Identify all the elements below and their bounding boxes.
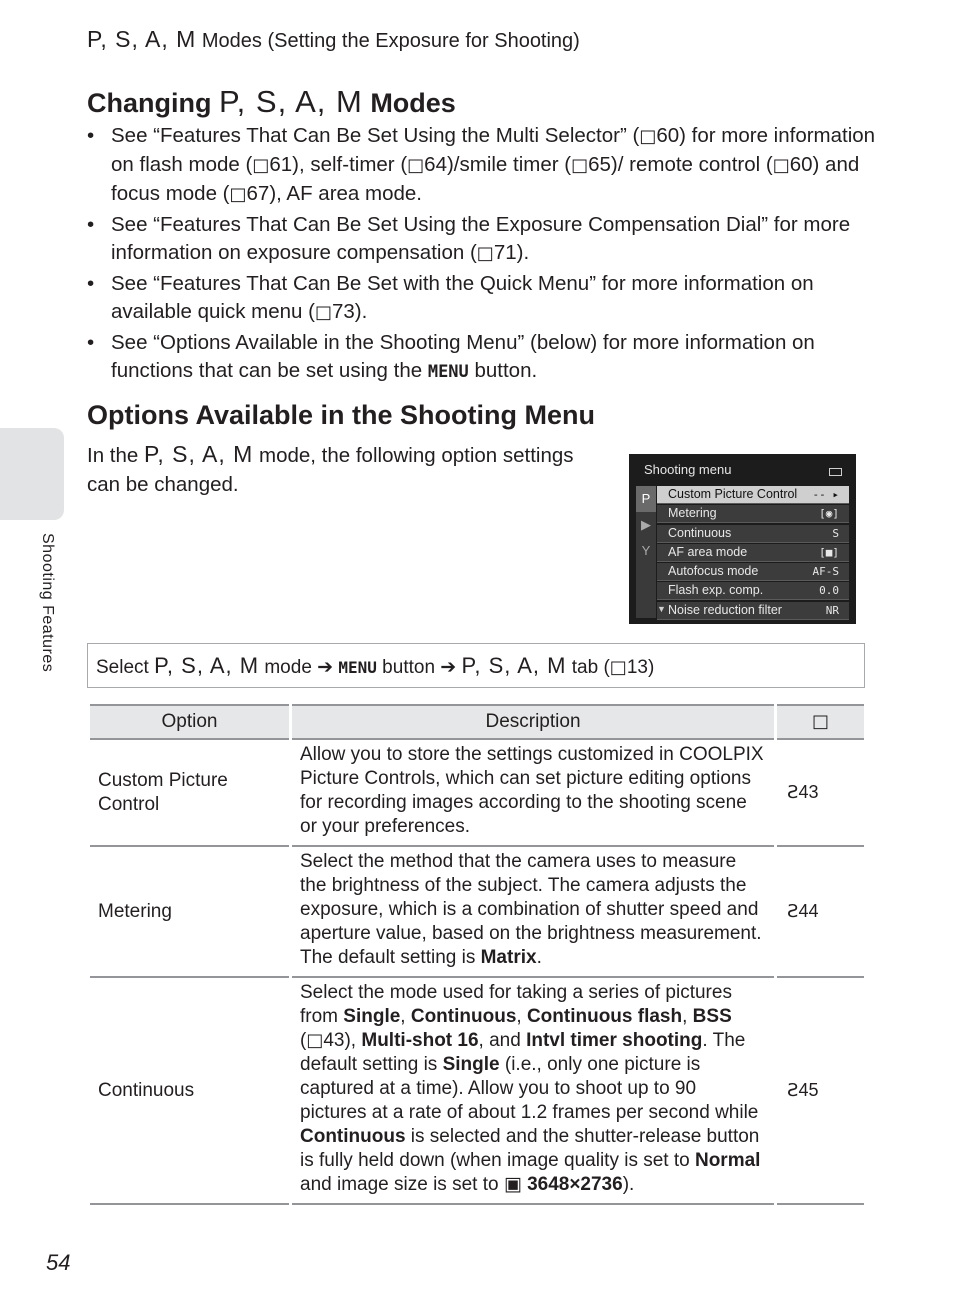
heading-changing-modes (87, 84, 456, 120)
camera-menu-tabs (636, 486, 656, 618)
camera-menu-item: Custom Picture Control -- ▸ (657, 486, 849, 504)
option-page-ref: Ƨ45 (776, 977, 866, 1204)
scroll-down-icon: ▼ (657, 604, 666, 614)
book-icon: □ (571, 155, 589, 176)
camera-menu-item: Autofocus mode AF-S (657, 563, 849, 581)
book-icon: □ (252, 155, 270, 176)
book-icon: □ (476, 243, 494, 264)
reference-section-icon: Ƨ (787, 1080, 799, 1101)
bullet-multi-selector: • See “Features That Can Be Set Using the Multi Selector” (□60) for more information on flash mode (□61), self-timer (□64)/smile timer (□65)/ remote control (□60) and focus mode (□67), AF area mode. (87, 122, 877, 209)
camera-menu-list (657, 486, 849, 621)
option-name: Custom Picture Control (89, 739, 291, 846)
book-icon: □ (306, 1030, 324, 1051)
book-icon: □ (811, 711, 829, 732)
header-page-ref (776, 705, 866, 739)
section-tab (0, 428, 64, 520)
option-page-ref: Ƨ44 (776, 846, 866, 977)
camera-menu-item: AF area mode [■] (657, 544, 849, 562)
table-row (89, 846, 866, 977)
camera-menu-item: Flash exp. comp. 0.0 (657, 582, 849, 600)
camera-menu-title: Shooting menu (644, 462, 732, 477)
menu-button-icon: MENU (338, 658, 377, 677)
camera-tab-shooting: P (636, 486, 656, 512)
option-name: Metering (89, 846, 291, 977)
option-description: Allow you to store the settings customized in COOLPIX Picture Controls, which can set picture editing options for recording images according to the shooting scene or your preferences. (291, 739, 776, 846)
menu-button-icon: MENU (427, 362, 469, 382)
bullet-quick-menu: • See “Features That Can Be Set with the Quick Menu” for more information on available quick menu (□73). (87, 270, 877, 327)
intro-modes: P, S, A, M (144, 441, 254, 467)
book-icon: □ (229, 184, 247, 205)
book-icon: □ (314, 302, 332, 323)
header-text: Modes (Setting the Exposure for Shooting) (196, 30, 580, 52)
intro-paragraph: In the P, S, A, M mode, the following option settings can be changed. (87, 441, 574, 496)
camera-menu-item: Metering [◉] (657, 505, 849, 523)
reference-section-icon: Ƨ (787, 782, 799, 803)
shooting-menu-options-table (87, 704, 867, 1205)
header-description: Description (291, 705, 776, 739)
option-description: Select the method that the camera uses to measure the brightness of the subject. The camera adjusts the exposure, which is a combination of shutter speed and aperture value, based on the brightness measurement. The default setting is Matrix. (291, 846, 776, 977)
book-icon: □ (772, 155, 790, 176)
running-header (87, 26, 580, 53)
page-number: 54 (46, 1250, 71, 1275)
camera-tab-setup: Y (641, 543, 651, 558)
camera-tab-playback: ▶ (641, 517, 651, 532)
heading-modes: P, S, A, M (218, 84, 363, 119)
book-icon: □ (407, 155, 425, 176)
section-tab-label: Shooting Features (39, 533, 56, 673)
table-header-row (89, 705, 866, 739)
battery-icon (829, 468, 842, 476)
heading-suffix: Modes (362, 88, 456, 118)
table-row (89, 977, 866, 1204)
menu-access-path: Select P, S, A, M mode ➔ MENU button ➔ P, S, A, M tab (□13) (87, 643, 865, 688)
image-size-icon: ▣ (503, 1174, 522, 1195)
header-modes: P, S, A, M (87, 26, 197, 52)
option-description: Select the mode used for taking a series of pictures from Single, Continuous, Continuous flash, BSS (□43), Multi-shot 16, and Intvl timer shooting. The default setting is Single (i.e., only one picture is captured at a time). Allow you to shoot up to 90 pictures at a rate of about 1.2 frames per second while Continuous is selected and the shutter-release button is fully held down (when image quality is set to Normal and image size is set to ▣ 3648×2736). (291, 977, 776, 1204)
bullet-shooting-menu: • See “Options Available in the Shooting Menu” (below) for more information on functions that can be set using the MENU button. (87, 329, 877, 386)
bullet-exposure-comp: • See “Features That Can Be Set Using the Exposure Compensation Dial” for more information on exposure compensation (□71). (87, 211, 877, 268)
option-name: Continuous (89, 977, 291, 1204)
option-page-ref: Ƨ43 (776, 739, 866, 846)
reference-section-icon: Ƨ (787, 901, 799, 922)
camera-menu-item: Continuous S (657, 525, 849, 543)
book-icon: □ (639, 126, 657, 147)
camera-shooting-menu-screen (629, 454, 856, 624)
feature-bullet-list (87, 122, 877, 388)
heading-prefix: Changing (87, 88, 219, 118)
header-option: Option (89, 705, 291, 739)
book-icon: □ (609, 657, 627, 678)
camera-menu-item: Noise reduction filter NR (657, 602, 849, 620)
heading-shooting-menu-options: Options Available in the Shooting Menu (87, 400, 596, 430)
table-row (89, 739, 866, 846)
